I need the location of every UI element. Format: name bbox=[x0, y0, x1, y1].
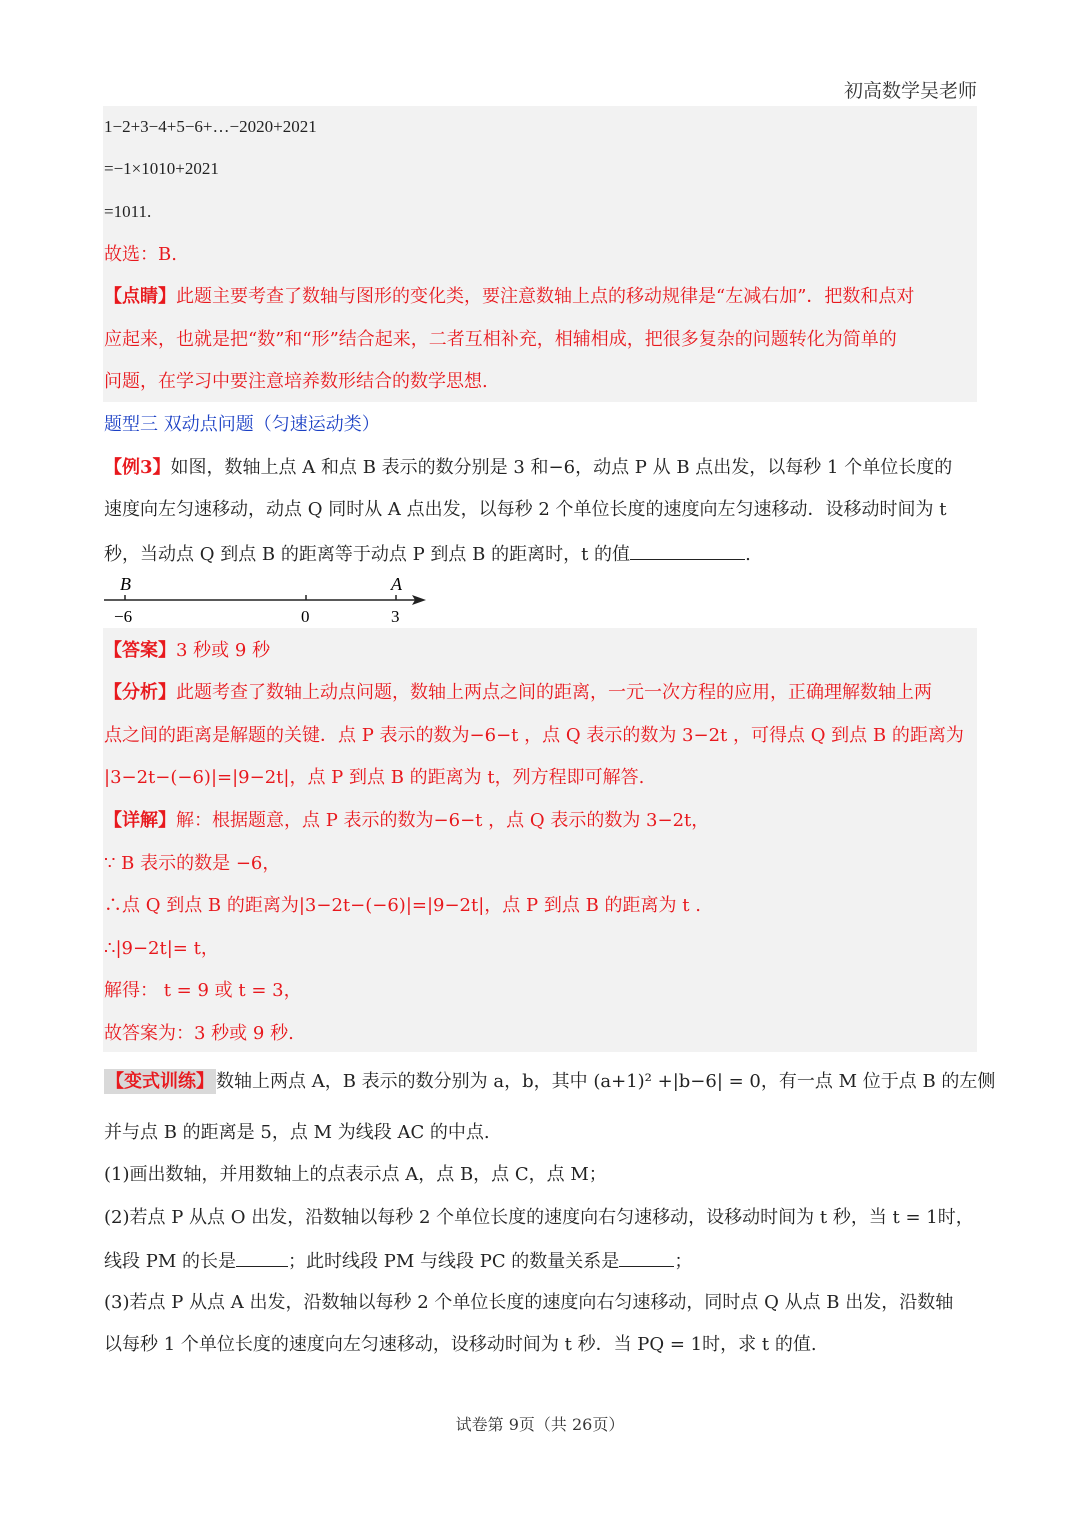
comment-line-1 bbox=[104, 285, 914, 309]
practice-line-3: (1)画出数轴，并用数轴上的点表示点 A，点 B，点 C，点 M； bbox=[104, 1164, 607, 1185]
practice-text-5a: 线段 PM 的长是 bbox=[104, 1251, 236, 1272]
detail-line-3: ∴点 Q 到点 B 的距离为|3−2t−(−6)|=|9−2t|，点 P 到点 B 的距离为 t . bbox=[104, 895, 701, 916]
solution-box-top bbox=[103, 106, 977, 402]
answer-line bbox=[104, 639, 270, 663]
practice-text-5b: ；此时线段 PM 与线段 PC 的数量关系是 bbox=[288, 1251, 620, 1272]
comment-line-3: 问题，在学习中要注意培养数形结合的数学思想. bbox=[104, 371, 488, 392]
solution-line-3: =1011. bbox=[104, 202, 152, 221]
comment-text-1: 此题主要考查了数轴与图形的变化类，要注意数轴上点的移动规律是“左减右加”．把数和点对 bbox=[176, 286, 915, 307]
practice-tag: 【变式训练】 bbox=[106, 1071, 214, 1092]
answer-text: 3 秒或 9 秒 bbox=[176, 640, 271, 661]
practice-line-2: 并与点 B 的距离是 5，点 M 为线段 AC 的中点. bbox=[104, 1122, 490, 1143]
analysis-text-1: 此题考查了数轴上动点问题，数轴上两点之间的距离，一元一次方程的应用，正确理解数轴上两 bbox=[176, 682, 932, 703]
point-label-A: A bbox=[391, 574, 402, 594]
comment-line-2: 应起来，也就是把“数”和“形”结合起来，二者互相补充，相辅相成，把很多复杂的问题转化为简单的 bbox=[104, 329, 897, 350]
detail-line-4: ∴|9−2t|= t， bbox=[104, 938, 219, 959]
analysis-tag: 【分析】 bbox=[104, 682, 176, 703]
analysis-line-1 bbox=[104, 681, 932, 705]
number-line-figure bbox=[100, 570, 440, 630]
detail-tag: 【详解】 bbox=[104, 810, 176, 831]
analysis-line-3: |3−2t−(−6)|=|9−2t|，点 P 到点 B 的距离为 t，列方程即可解答. bbox=[104, 767, 645, 788]
practice-text-5c: ； bbox=[674, 1251, 693, 1272]
detail-line-1 bbox=[104, 809, 709, 833]
point-label-B: B bbox=[120, 574, 131, 594]
page-footer: 试卷第 9页（共 26页） bbox=[455, 1415, 625, 1434]
answer-tag: 【答案】 bbox=[104, 640, 176, 661]
example-text-3-end: . bbox=[745, 544, 751, 565]
solution-choice: 故选：B. bbox=[104, 244, 177, 265]
comment-tag: 【点睛】 bbox=[104, 286, 176, 307]
detail-line-2: ∵ B 表示的数是 −6， bbox=[104, 853, 281, 874]
example-line-3 bbox=[104, 541, 751, 567]
practice-text-1: 数轴上两点 A，B 表示的数分别为 a，b，其中 (a+1)² +|b−6| = 0，有一点 M 位于点 B 的左侧 bbox=[216, 1071, 996, 1092]
detail-line-6: 故答案为：3 秒或 9 秒. bbox=[104, 1023, 294, 1044]
example-text-1: 如图，数轴上点 A 和点 B 表示的数分别是 3 和−6，动点 P 从 B 点出发，以每秒 1 个单位长度的 bbox=[170, 457, 953, 478]
practice-line-1 bbox=[104, 1070, 995, 1094]
practice-line-6: (3)若点 P 从点 A 出发，沿数轴以每秒 2 个单位长度的速度向右匀速移动，同时点 Q 从点 B 出发，沿数轴 bbox=[104, 1292, 954, 1313]
example-line-1 bbox=[104, 456, 952, 480]
tick-label-neg6: −6 bbox=[114, 607, 133, 626]
practice-line-4: (2)若点 P 从点 O 出发，沿数轴以每秒 2 个单位长度的速度向右匀速移动，设移动时间为 t 秒，当 t = 1时， bbox=[104, 1207, 974, 1228]
practice-line-5 bbox=[104, 1248, 692, 1274]
example-text-3: 秒，当动点 Q 到点 B 的距离等于动点 P 到点 B 的距离时，t 的值 bbox=[104, 544, 631, 565]
example-line-2: 速度向左匀速移动，动点 Q 同时从 A 点出发，以每秒 2 个单位长度的速度向左匀速移动．设移动时间为 t bbox=[104, 499, 947, 520]
detail-text-1: 解：根据题意，点 P 表示的数为−6−t ，点 Q 表示的数为 3−2t， bbox=[176, 810, 710, 831]
tick-label-0: 0 bbox=[301, 607, 310, 626]
answer-blank bbox=[630, 541, 745, 560]
example-tag: 【例3】 bbox=[104, 457, 171, 478]
analysis-line-2: 点之间的距离是解题的关键．点 P 表示的数为−6−t ，点 Q 表示的数为 3−2t ，可得点 Q 到点 B 的距离为 bbox=[104, 725, 964, 746]
solution-line-1: 1−2+3−4+5−6+…−2020+2021 bbox=[104, 117, 317, 136]
pm-pc-relation-blank bbox=[619, 1248, 674, 1267]
section-title: 题型三 双动点问题（匀速运动类） bbox=[104, 414, 380, 435]
practice-line-7: 以每秒 1 个单位长度的速度向左匀速移动，设移动时间为 t 秒．当 PQ = 1时，求 t 的值. bbox=[104, 1334, 817, 1355]
page-header: 初高数学吴老师 bbox=[843, 80, 977, 102]
solution-line-2: =−1×1010+2021 bbox=[104, 159, 219, 178]
pm-length-blank bbox=[236, 1248, 288, 1267]
detail-line-5: 解得： t = 9 或 t = 3， bbox=[104, 980, 302, 1001]
tick-label-3: 3 bbox=[391, 607, 400, 626]
